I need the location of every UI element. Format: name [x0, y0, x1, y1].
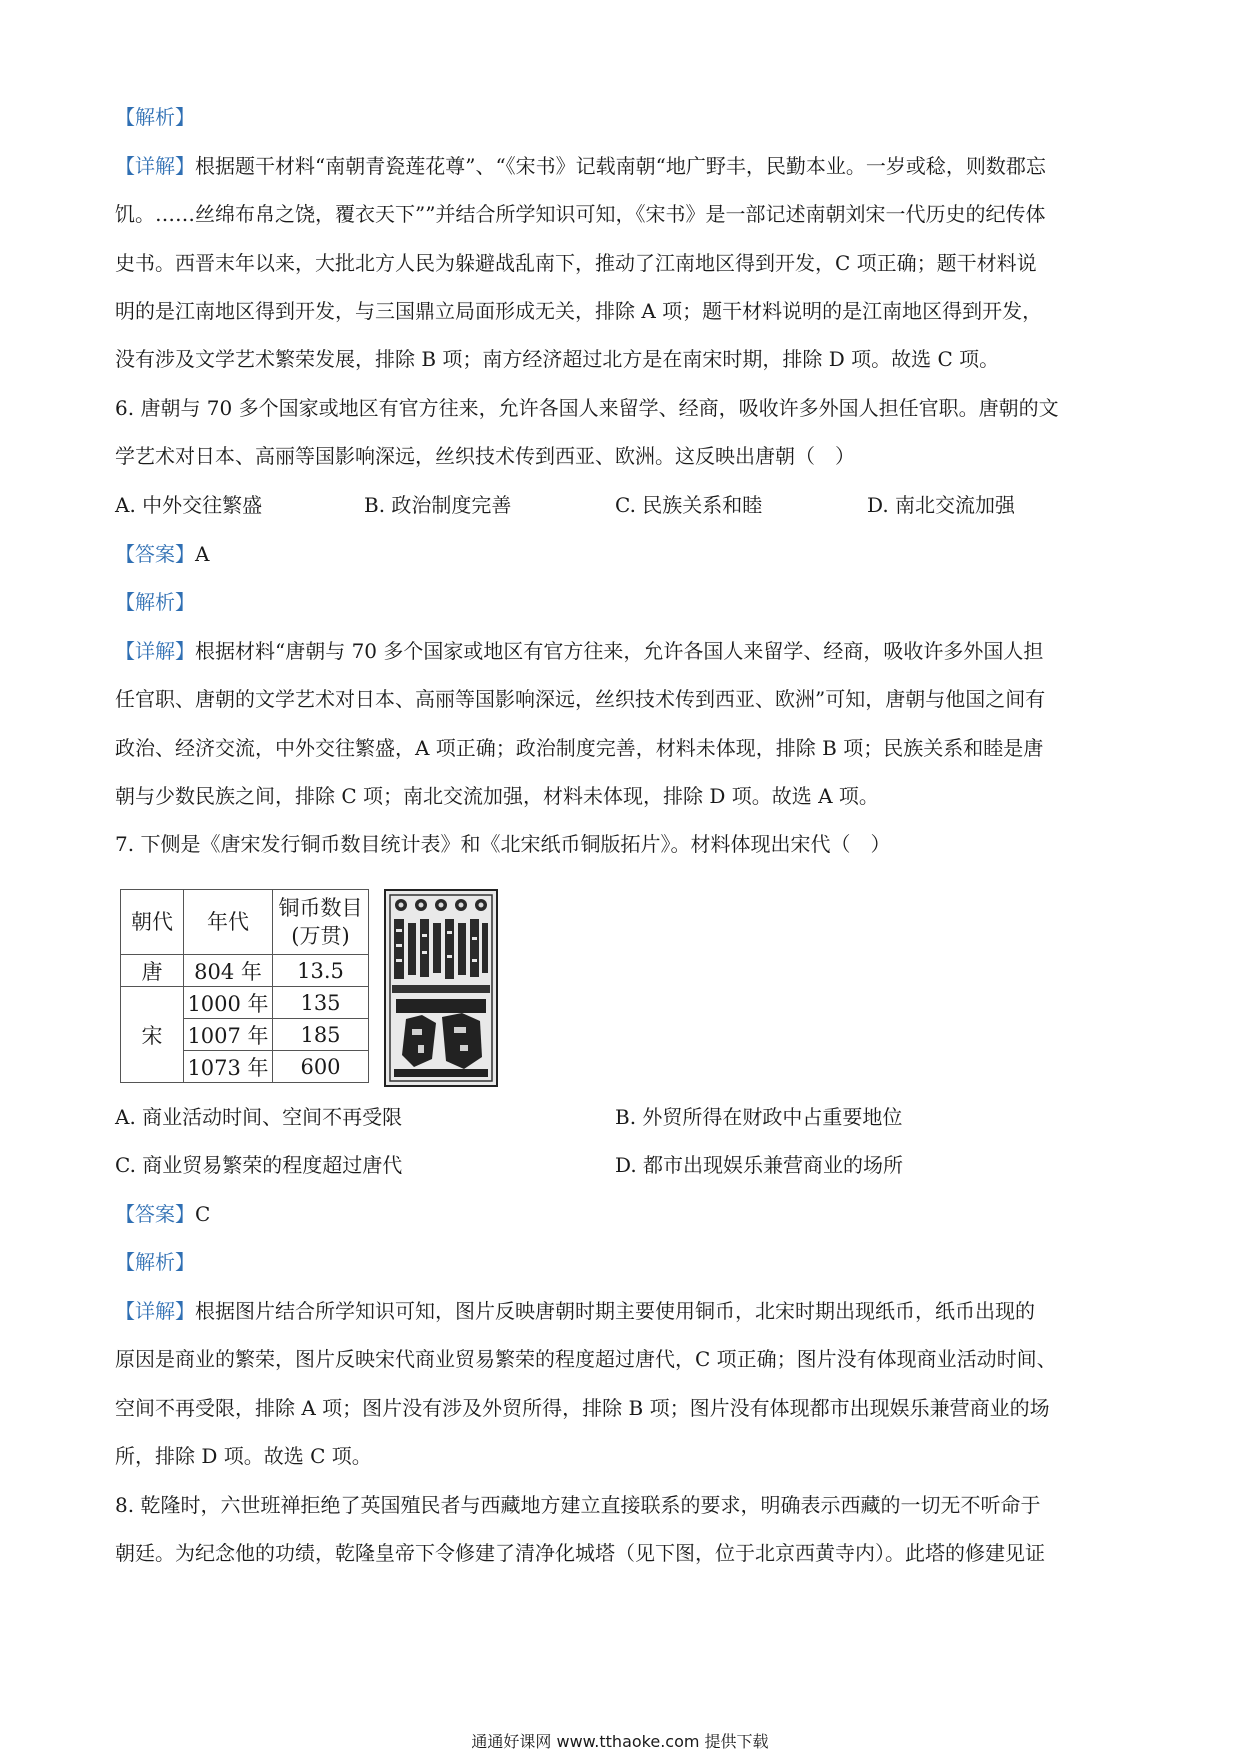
detail-line-4: 朝与少数民族之间，排除 C 项；南北交流加强，材料未体现，排除 D 项。故选 A 项。 [115, 784, 879, 808]
answer-line: 【答案】A [115, 542, 210, 566]
table-header-year: 年代 [184, 890, 273, 955]
table-cell: 135 [273, 987, 369, 1019]
table-row [121, 987, 369, 1019]
q7-option-a: A. 商业活动时间、空间不再受限 [115, 1105, 403, 1129]
q6-option-a: A. 中外交往繁盛 [115, 493, 263, 517]
detail-7-line-4: 所，排除 D 项。故选 C 项。 [115, 1444, 372, 1468]
section-label: 【解析】 [115, 105, 195, 129]
line-4: 明的是江南地区得到开发，与三国鼎立局面形成无关，排除 A 项；题干材料说明的是江南地区得到开发， [115, 299, 1043, 323]
table-row [121, 955, 369, 987]
table-cell: 唐 [121, 955, 184, 987]
table-cell: 1007 年 [184, 1019, 273, 1051]
table-cell: 宋 [121, 987, 184, 1083]
detail-7-line-3: 空间不再受限，排除 A 项；图片没有涉及外贸所得，排除 B 项；图片没有体现都市出现娱乐兼营商业的场 [115, 1396, 1050, 1420]
q6-option-c: C. 民族关系和睦 [615, 493, 763, 517]
table-cell: 804 年 [184, 955, 273, 987]
section-label: 【解析】 [115, 590, 195, 614]
q7-option-c: C. 商业贸易繁荣的程度超过唐代 [115, 1153, 403, 1177]
line-1: 【详解】根据题干材料“南朝青瓷莲花尊”、“《宋书》记载南朝“地广野丰，民勤本业。一岁或稔，则数郡忘 [115, 154, 1046, 178]
table-cell: 1073 年 [184, 1051, 273, 1083]
q7-option-d: D. 都市出现娱乐兼营商业的场所 [615, 1153, 904, 1177]
detail-line-2: 任官职、唐朝的文学艺术对日本、高丽等国影响深远，丝织技术传到西亚、欧洲”可知，唐朝与他国之间有 [115, 687, 1046, 711]
question-8-line-2: 朝廷。为纪念他的功绩，乾隆皇帝下令修建了清净化城塔（见下图，位于北京西黄寺内）。此塔的修建见证 [115, 1541, 1045, 1565]
question-6-line-1: 6. 唐朝与 70 多个国家或地区有官方往来，允许各国人来留学、经商，吸收许多外国人担任官职。唐朝的文 [115, 396, 1059, 420]
table-cell: 1000 年 [184, 987, 273, 1019]
analysis-label-line-7 [115, 1247, 195, 1277]
line-3: 史书。西晋末年以来，大批北方人民为躲避战乱南下，推动了江南地区得到开发，C 项正确；题干材料说 [115, 251, 1037, 275]
table-cell: 13.5 [273, 955, 369, 987]
table-cell: 600 [273, 1051, 369, 1083]
paper-money-plate-rubbing [384, 889, 498, 1087]
q6-option-d: D. 南北交流加强 [867, 493, 1016, 517]
section-label: 【解析】 [115, 1250, 195, 1274]
question-8-line-1: 8. 乾隆时，六世班禅拒绝了英国殖民者与西藏地方建立直接联系的要求，明确表示西藏的一切无不听命于 [115, 1493, 1041, 1517]
table-header-count: 铜币数目 (万贯) [273, 890, 369, 955]
line-2: 饥。……丝绵布帛之饶，覆衣天下””并结合所学知识可知，《宋书》是一部记述南朝刘宋一代历史的纪传体 [115, 202, 1046, 226]
table-cell: 185 [273, 1019, 369, 1051]
question-7-line: 7. 下侧是《唐宋发行铜币数目统计表》和《北宋纸币铜版拓片》。材料体现出宋代（ ） [115, 832, 891, 856]
q6-option-b: B. 政治制度完善 [364, 493, 512, 517]
section-label: 【答案】 [115, 1202, 195, 1226]
section-label: 【详解】 [115, 1299, 195, 1323]
detail-line-3: 政治、经济交流，中外交往繁盛，A 项正确；政治制度完善，材料未体现，排除 B 项；民族关系和睦是唐 [115, 736, 1044, 760]
line-5: 没有涉及文学艺术繁荣发展，排除 B 项；南方经济超过北方是在南宋时期，排除 D 项。故选 C 项。 [115, 347, 1000, 371]
question-6-line-2: 学艺术对日本、高丽等国影响深远，丝织技术传到西亚、欧洲。这反映出唐朝（ ） [115, 444, 855, 468]
detail-7-line-1: 【详解】根据图片结合所学知识可知，图片反映唐朝时期主要使用铜币，北宋时期出现纸币，纸币出现的 [115, 1299, 1035, 1323]
detail-line-1: 【详解】根据材料“唐朝与 70 多个国家或地区有官方往来，允许各国人来留学、经商，吸收许多外国人担 [115, 639, 1044, 663]
copper-coin-table [120, 889, 369, 1083]
answer-line-7: 【答案】C [115, 1202, 211, 1226]
table-header-dynasty: 朝代 [121, 890, 184, 955]
section-label: 【详解】 [115, 154, 195, 178]
footer-source: 通通好课网 www.tthaoke.com 提供下载 [471, 1732, 769, 1751]
line-0 [115, 102, 195, 132]
detail-7-line-2: 原因是商业的繁荣，图片反映宋代商业贸易繁荣的程度超过唐代，C 项正确；图片没有体现商业活动时间、 [115, 1347, 1057, 1371]
analysis-label-line [115, 587, 195, 617]
q7-option-b: B. 外贸所得在财政中占重要地位 [615, 1105, 903, 1129]
section-label: 【答案】 [115, 542, 195, 566]
section-label: 【详解】 [115, 639, 195, 663]
